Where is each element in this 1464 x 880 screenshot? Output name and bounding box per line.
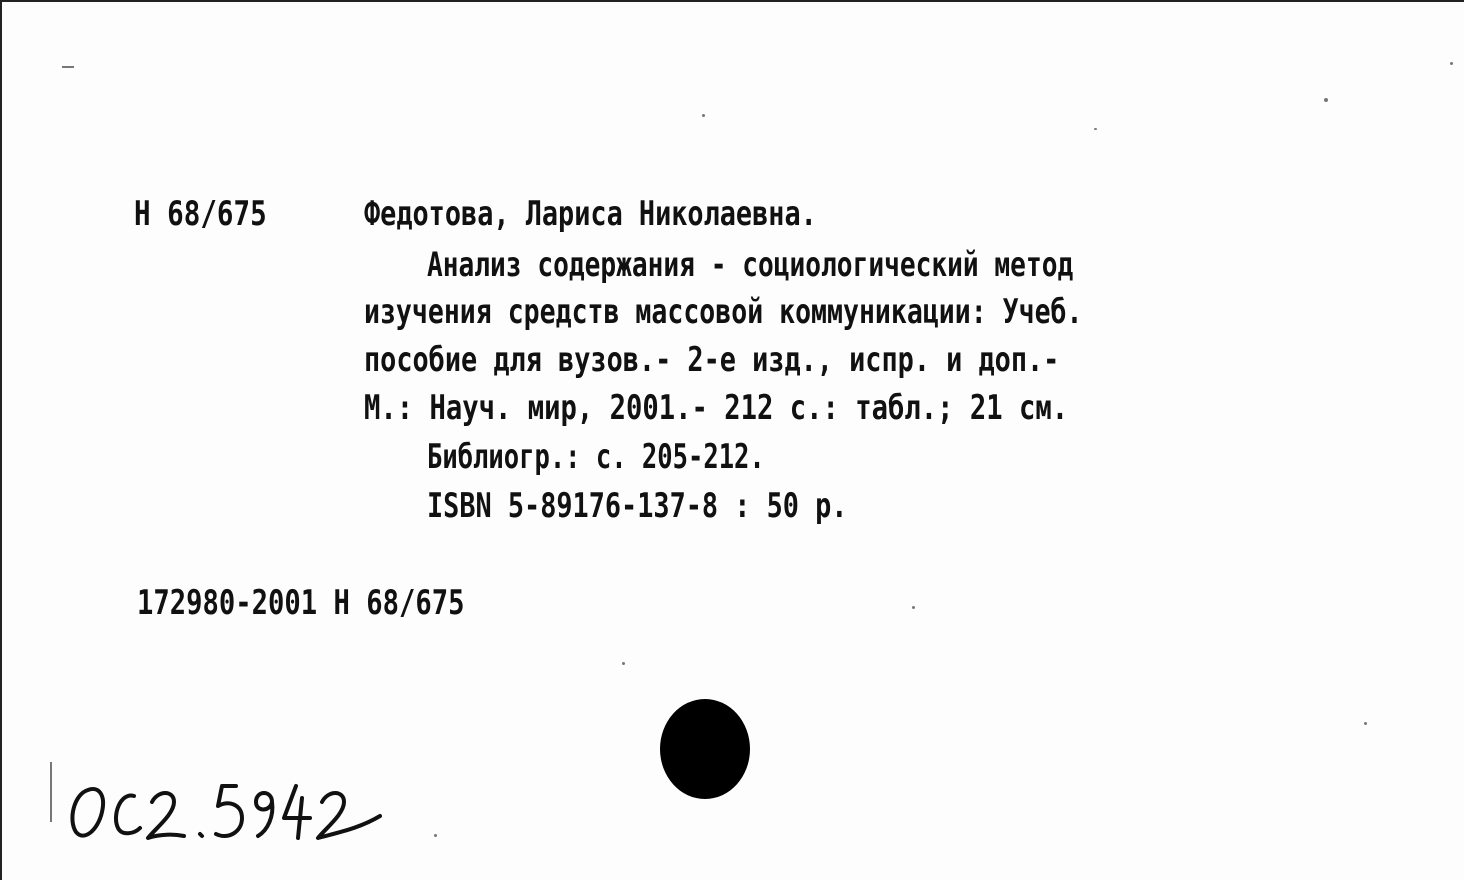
speck — [50, 762, 52, 822]
title-line-3: пособие для вузов.- 2-е изд., испр. и доп.- — [364, 340, 1060, 380]
title-line-2: изучения средств массовой коммуникации: Учеб. — [364, 292, 1083, 332]
speck — [912, 606, 915, 609]
isbn-price: ISBN 5-89176-137-8 : 50 р. — [427, 486, 848, 526]
speck — [622, 662, 625, 665]
imprint-line: М.: Науч. мир, 2001.- 212 с.: табл.; 21 см. — [364, 388, 1069, 428]
speck — [1094, 128, 1097, 130]
shelfmark: Н 68/675 — [134, 194, 267, 234]
title-line-1: Анализ содержания - социологический метод — [427, 245, 1074, 285]
author-heading: Федотова, Лариса Николаевна. — [364, 194, 817, 234]
speck — [62, 66, 74, 68]
bibliography-note: Библиогр.: с. 205-212. — [427, 437, 765, 477]
handwritten-number — [60, 772, 440, 852]
punch-hole — [660, 699, 750, 799]
accession-number: 172980-2001 Н 68/675 — [137, 583, 465, 623]
speck — [1364, 722, 1367, 725]
speck — [702, 114, 705, 117]
speck — [434, 834, 437, 837]
speck — [1450, 62, 1453, 65]
speck — [1324, 98, 1328, 102]
